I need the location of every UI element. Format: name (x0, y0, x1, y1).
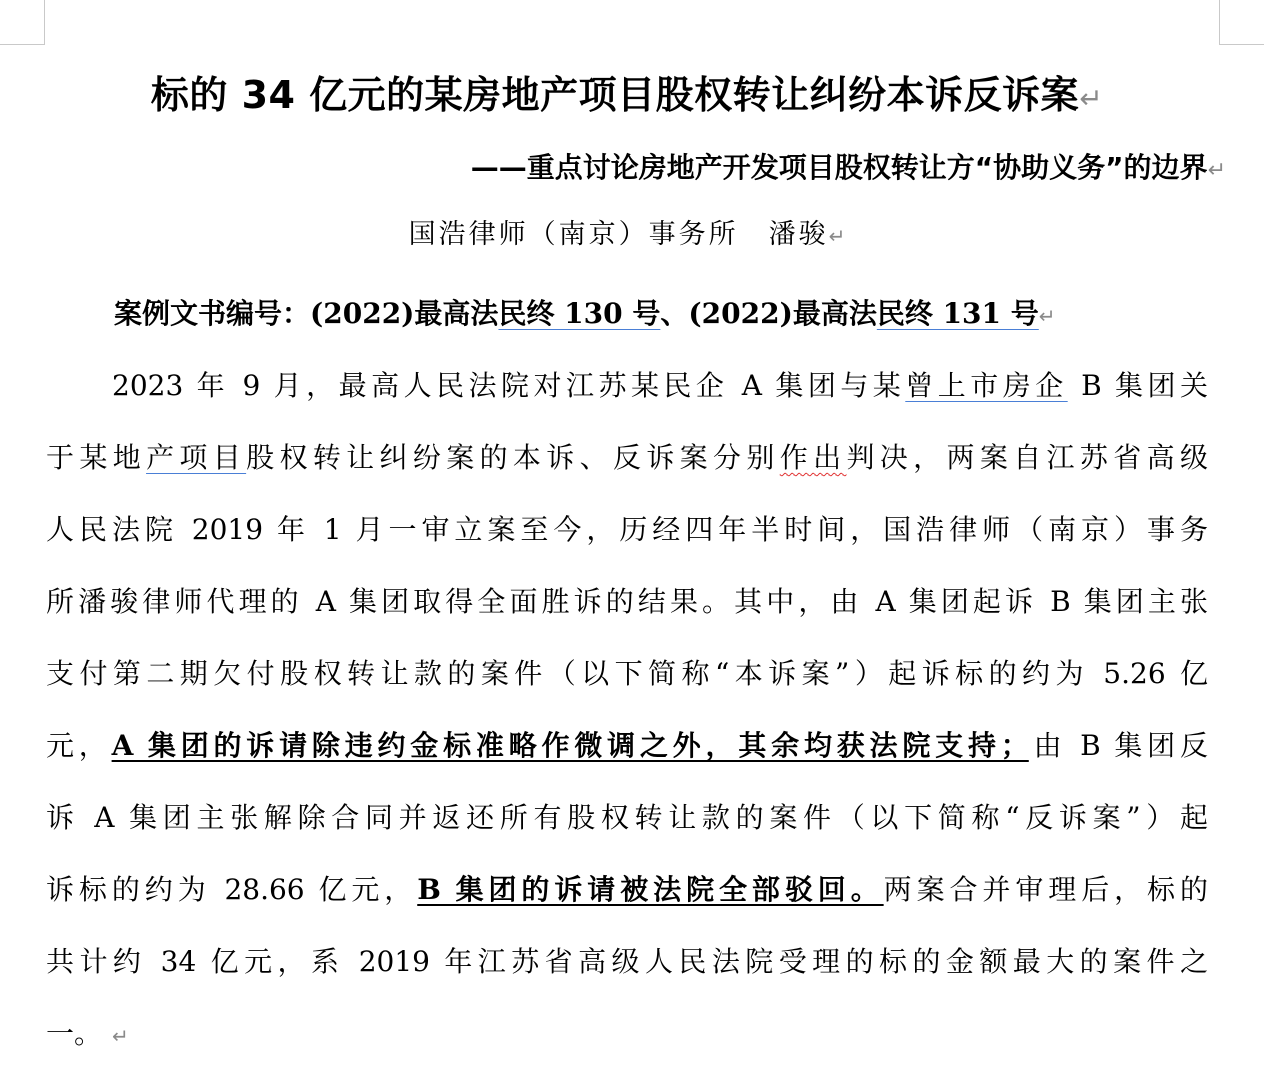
page-corner-mark-top-left (0, 0, 45, 45)
body-text: 判决，两案自江苏省高级 (846, 441, 1208, 474)
subtitle-text: ——重点讨论房地产开发项目股权转让方“协助义务”的边界 (470, 151, 1208, 184)
page-corner-mark-top-right (1219, 0, 1264, 45)
body-text: 2023 年 9 月，最高人民法院对江苏某民企 A 集团与某 (112, 369, 906, 402)
body-text: 于某地 (46, 441, 147, 474)
paragraph-mark-icon: ↵ (1079, 82, 1104, 115)
paragraph-mark-icon: ↵ (828, 224, 846, 248)
author-text: 国浩律师（南京）事务所 潘骏 (408, 219, 829, 250)
case-number-prefix: 案例文书编号：(2022)最高法 (114, 297, 499, 330)
paragraph-mark-icon: ↵ (1207, 158, 1226, 183)
spellcheck-flagged-text: 作出 (779, 441, 847, 474)
body-text: B 集团关 (1067, 369, 1208, 402)
paragraph-mark-icon: ↵ (112, 1024, 129, 1048)
body-text: 股权转让纠纷案的本诉、反诉案分别 (246, 441, 780, 474)
case-number-separator: 、(2022)最高法 (660, 297, 877, 330)
document-author[interactable] (46, 212, 1208, 251)
case-number-underlined-1: 民终 130 号 (498, 297, 661, 330)
body-text: 元， (46, 729, 112, 762)
body-line: 支付第二期欠付股权转让款的案件（以下简称“本诉案”）起诉标的约为 5.26 亿 (46, 657, 1208, 690)
body-text: 一。 (46, 1017, 103, 1050)
body-paragraph[interactable] (46, 350, 1208, 1070)
body-underlined-text: 产项目 (146, 441, 247, 474)
body-line (46, 422, 1208, 494)
body-underlined-text: 曾上市房企 (905, 369, 1068, 402)
body-line: 所潘骏律师代理的 A 集团取得全面胜诉的结果。其中，由 A 集团起诉 B 集团主张 (46, 585, 1208, 618)
body-line (46, 998, 1208, 1070)
body-line: 人民法院 2019 年 1 月一审立案至今，历经四年半时间，国浩律师（南京）事务 (46, 513, 1208, 546)
body-line (46, 854, 1208, 926)
body-emphasis-text: B 集团的诉请被法院全部驳回。 (417, 873, 884, 906)
body-emphasis-text: A 集团的诉请除违约金标准略作微调之外，其余均获法院支持； (111, 729, 1029, 762)
paragraph-mark-icon: ↵ (1038, 304, 1056, 328)
body-text: 诉标的约为 28.66 亿元， (46, 873, 418, 906)
body-text: 由 B 集团反 (1028, 729, 1208, 762)
body-line (46, 710, 1208, 782)
body-line: 共计约 34 亿元，系 2019 年江苏省高级人民法院受理的标的金额最大的案件之 (46, 945, 1208, 978)
body-text: 两案合并审理后，标的 (883, 873, 1208, 906)
document-subtitle[interactable] (46, 146, 1226, 186)
document-title[interactable] (46, 64, 1208, 119)
body-line (46, 350, 1208, 422)
case-number-underlined-2: 民终 131 号 (876, 297, 1039, 330)
body-line: 诉 A 集团主张解除合同并返还所有股权转让款的案件（以下简称“反诉案”）起 (46, 801, 1208, 834)
title-text: 标的 34 亿元的某房地产项目股权转让纠纷本诉反诉案 (150, 73, 1080, 117)
case-number-line[interactable] (114, 292, 1056, 332)
